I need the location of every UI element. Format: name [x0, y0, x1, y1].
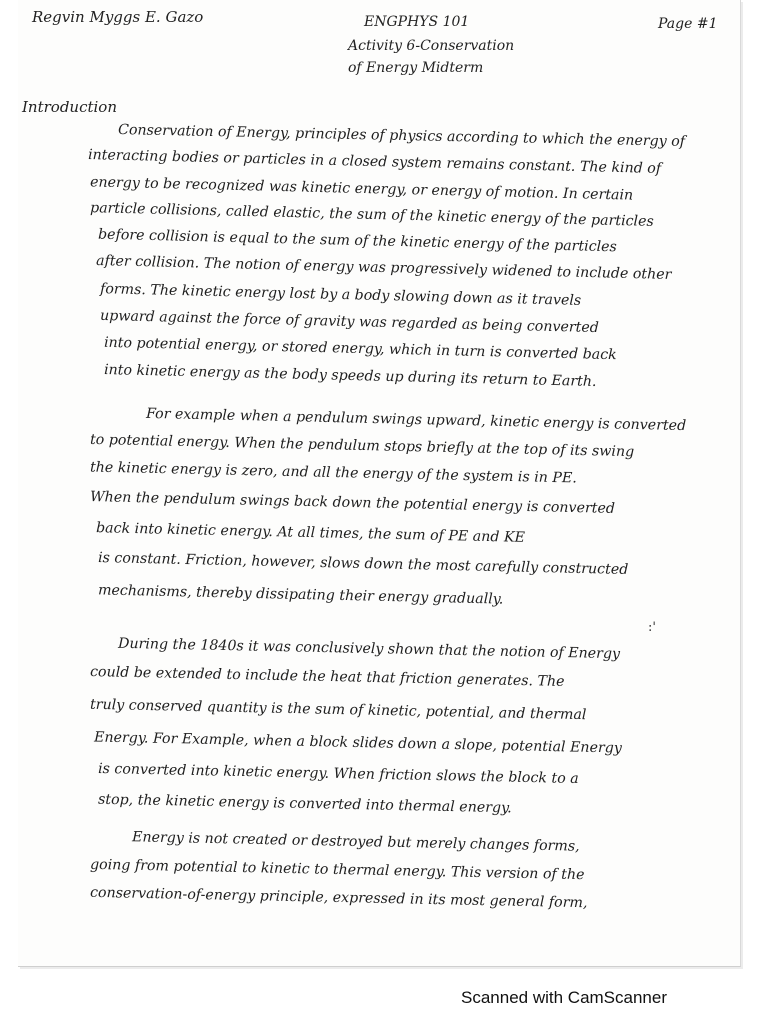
- text-line: before collision is equal to the sum of the kinetic energy of the particles: [97, 226, 618, 256]
- activity-title-line-1: Activity 6-Conservation: [348, 38, 515, 54]
- camscanner-watermark: Scanned with CamScanner: [461, 988, 668, 1007]
- text-line: conservation-of-energy principle, expressed in its most general form,: [89, 884, 588, 912]
- text-line: after collision. The notion of energy was progressively widened to include other: [95, 252, 672, 284]
- text-line: interacting bodies or particles in a closed system remains constant. The kind of: [87, 147, 662, 177]
- text-line: could be extended to include the heat that friction generates. The: [89, 664, 565, 690]
- text-line: For example when a pendulum swings upward, kinetic energy is converted: [145, 405, 687, 435]
- text-line: is constant. Friction, however, slows down the most carefully constructed: [97, 549, 629, 579]
- text-line: to potential energy. When the pendulum stops briefly at the top of its swing: [89, 431, 635, 461]
- page-number: Page #1: [658, 16, 718, 32]
- text-line: is converted into kinetic energy. When friction slows the block to a: [97, 760, 579, 788]
- text-line: Energy is not created or destroyed but merely changes forms,: [131, 829, 580, 855]
- student-name: Regvin Myggs E. Gazo: [32, 8, 204, 26]
- text-line: When the pendulum swings back down the potential energy is converted: [89, 489, 616, 517]
- text-line: back into kinetic energy. At all times, the sum of PE and KE: [95, 520, 526, 546]
- text-line: truly conserved quantity is the sum of kinetic, potential, and thermal: [89, 696, 587, 724]
- text-line: Conservation of Energy, principles of physics according to which the energy of: [117, 122, 686, 150]
- text-line: upward against the force of gravity was regarded as being converted: [99, 307, 600, 337]
- text-line: into kinetic energy as the body speeds up during its return to Earth.: [103, 361, 597, 391]
- activity-title-line-2: of Energy Midterm: [348, 60, 484, 76]
- text-line: During the 1840s it was conclusively shown that the notion of Energy: [117, 635, 621, 663]
- text-line: particle collisions, called elastic, the sum of the kinetic energy of the particles: [89, 200, 654, 230]
- text-line: mechanisms, thereby dissipating their energy gradually.: [97, 582, 504, 608]
- text-line: the kinetic energy is zero, and all the energy of the system is in PE.: [89, 459, 577, 487]
- text-line: going from potential to kinetic to thermal energy. This version of the: [89, 856, 585, 884]
- scanned-page: [18, 0, 741, 967]
- text-line: stop, the kinetic energy is converted into thermal energy.: [97, 791, 512, 817]
- text-line: forms. The kinetic energy lost by a body slowing down as it travels: [99, 281, 582, 309]
- text-line: Energy. For Example, when a block slides down a slope, potential Energy: [93, 729, 622, 757]
- pen-mark: :': [648, 620, 656, 635]
- section-title: Introduction: [22, 98, 117, 116]
- text-line: into potential energy, or stored energy, which in turn is converted back: [103, 334, 617, 364]
- course-code: ENGPHYS 101: [364, 14, 470, 30]
- text-line: energy to be recognized was kinetic energy, or energy of motion. In certain: [89, 174, 634, 204]
